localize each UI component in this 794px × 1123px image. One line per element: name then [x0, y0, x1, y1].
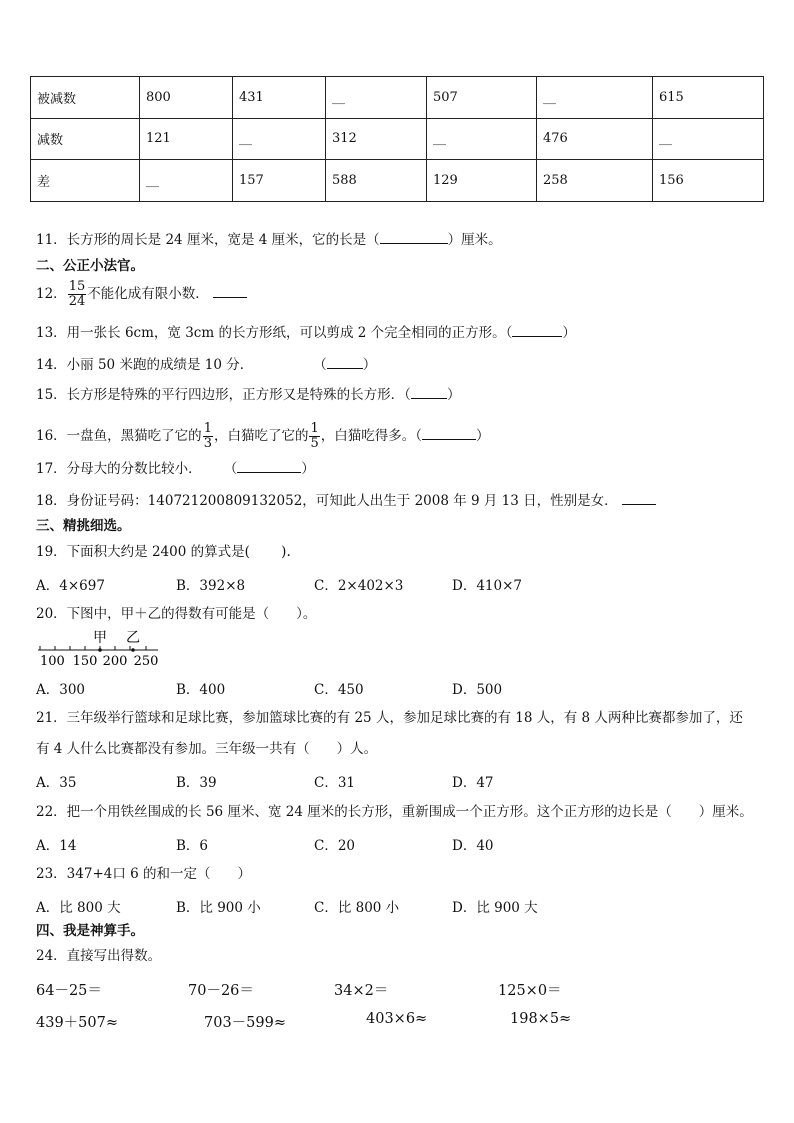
table-cell: 615	[653, 77, 764, 119]
fraction-numerator: 1	[310, 421, 319, 436]
question-text: ，白猫吃了它的	[213, 428, 309, 444]
subtraction-table	[30, 76, 764, 202]
table-cell: __	[326, 77, 427, 119]
table-cell: 507	[427, 77, 537, 119]
calc-item: 703－599≈	[204, 1015, 287, 1031]
answer-blank[interactable]	[237, 460, 301, 473]
table-cell: 258	[537, 160, 653, 202]
option-b[interactable]: B．6	[176, 838, 209, 854]
question-23: 23．347+4口 6 的和一定（ ）	[36, 866, 252, 882]
point-yi	[131, 648, 135, 652]
answer-blank[interactable]	[512, 324, 562, 337]
fraction-numerator: 1	[203, 421, 212, 436]
option-a[interactable]: A．35	[36, 775, 77, 791]
table-cell: 312	[326, 118, 427, 160]
tick-label: 250	[133, 654, 159, 669]
table-cell: __	[233, 118, 326, 160]
fraction-15-24	[68, 280, 87, 309]
question-text: 11．长方形的周长是 24 厘米，宽是 4 厘米，它的长是（	[36, 232, 380, 248]
question-11	[36, 231, 502, 249]
calc-item: 64－25＝	[36, 983, 102, 999]
question-text: 15．长方形是特殊的平行四边形，正方形又是特殊的长方形．（	[36, 387, 411, 403]
table-row-minuend	[31, 77, 764, 119]
table-row-subtrahend	[31, 118, 764, 160]
option-c[interactable]: C．450	[314, 682, 364, 698]
question-text: 16．一盘鱼，黑猫吃了它的	[36, 428, 202, 444]
question-text: 17．分母大的分数比较小．	[36, 461, 202, 477]
option-d[interactable]: D．410×7	[452, 578, 522, 594]
table-cell: __	[653, 118, 764, 160]
table-cell: __	[427, 118, 537, 160]
tick-label: 150	[72, 654, 98, 669]
option-d[interactable]: D．47	[452, 775, 494, 791]
option-a[interactable]: A．14	[36, 838, 77, 854]
question-21-line-2: 有 4 人什么比赛都没有参加。三年级一共有（ ）人。	[36, 741, 378, 757]
option-c[interactable]: C．2×402×3	[314, 578, 404, 594]
question-number: 12．	[36, 286, 67, 302]
calc-item: 439＋507≈	[36, 1015, 119, 1031]
fraction-denominator: 5	[310, 436, 319, 451]
option-a[interactable]: A．比 800 大	[36, 900, 121, 916]
fraction-numerator: 15	[68, 279, 86, 294]
option-b[interactable]: B．比 900 小	[176, 900, 261, 916]
question-18	[36, 492, 656, 510]
answer-blank[interactable]	[380, 231, 448, 244]
question-13	[36, 324, 576, 342]
question-tail: ）	[446, 387, 461, 403]
table-cell: 129	[427, 160, 537, 202]
row-label: 减数	[31, 118, 140, 160]
answer-blank[interactable]	[327, 356, 363, 369]
option-b[interactable]: B．39	[176, 775, 217, 791]
answer-blank[interactable]	[411, 386, 447, 399]
option-c[interactable]: C．比 800 小	[314, 900, 400, 916]
table-cell: __	[537, 77, 653, 119]
question-text: 14．小丽 50 米跑的成绩是 10 分．	[36, 357, 254, 373]
question-text: 13．用一张长 6cm，宽 3cm 的长方形纸，可以剪成 2 个完全相同的正方形。（	[36, 325, 513, 341]
calc-item: 403×6≈	[366, 1011, 428, 1027]
question-text: 不能化成有限小数．	[87, 286, 209, 302]
answer-blank[interactable]	[622, 492, 656, 505]
option-b[interactable]: B．392×8	[176, 578, 246, 594]
question-tail: ）	[476, 428, 490, 444]
answer-blank[interactable]	[213, 285, 247, 298]
option-a[interactable]: A．300	[36, 682, 86, 698]
calc-item: 125×0＝	[498, 983, 562, 999]
table-row-difference	[31, 160, 764, 202]
option-a[interactable]: A．4×697	[36, 578, 105, 594]
number-line-figure	[34, 626, 164, 670]
option-c[interactable]: C．20	[314, 838, 356, 854]
table-cell: __	[140, 160, 233, 202]
label-yi: 乙	[126, 630, 140, 646]
table-cell: 588	[326, 160, 427, 202]
fraction-denominator: 3	[203, 436, 212, 451]
calc-item: 198×5≈	[510, 1011, 572, 1027]
question-19: 19．下面积大约是 2400 的算式是( ).	[36, 544, 291, 560]
question-20: 20．下图中，甲＋乙的得数有可能是（ ）。	[36, 606, 317, 622]
question-open: （	[313, 357, 327, 373]
point-jia	[98, 648, 102, 652]
option-d[interactable]: D．比 900 大	[452, 900, 538, 916]
option-b[interactable]: B．400	[176, 682, 226, 698]
table-cell: 157	[233, 160, 326, 202]
calc-item: 70－26＝	[188, 983, 254, 999]
question-22: 22．把一个用铁丝围成的长 56 厘米、宽 24 厘米的长方形，重新围成一个正方形。这个正方形的边长是（ ）厘米。	[36, 804, 753, 820]
question-tail: ）	[362, 357, 377, 373]
question-tail: ）	[562, 325, 576, 341]
fraction-one-third	[203, 422, 213, 451]
question-open: （	[223, 461, 238, 477]
calc-item: 34×2＝	[334, 983, 389, 999]
answer-blank[interactable]	[422, 427, 476, 440]
label-jia: 甲	[93, 630, 107, 646]
question-16	[36, 422, 490, 451]
question-21-line-1: 21．三年级举行篮球和足球比赛，参加篮球比赛的有 25 人，参加足球比赛的有 18 人，有 8 人两种比赛都参加了，还	[36, 710, 743, 726]
question-14	[36, 356, 376, 374]
fraction-denominator: 24	[68, 294, 86, 309]
fraction-one-fifth	[309, 422, 319, 451]
table-cell: 121	[140, 118, 233, 160]
question-17	[36, 460, 315, 478]
table-cell: 156	[653, 160, 764, 202]
question-tail: ）厘米。	[447, 232, 502, 248]
option-c[interactable]: C．31	[314, 775, 356, 791]
row-label: 被减数	[31, 77, 140, 119]
table-cell: 476	[537, 118, 653, 160]
option-d[interactable]: D．500	[452, 682, 503, 698]
table-cell: 800	[140, 77, 233, 119]
question-tail: ）	[301, 461, 315, 477]
tick-label: 100	[40, 654, 65, 669]
question-12	[36, 280, 247, 309]
section-3-heading: 三、精挑细选。	[36, 518, 131, 534]
question-text: ，白猫吃得多。（	[320, 428, 422, 444]
section-2-heading: 二、公正小法官。	[36, 258, 144, 274]
tick-label: 200	[102, 654, 128, 669]
question-text: 18．身份证号码：140721200809132052，可知此人出生于 2008 年 9 月 13 日，性别是女．	[36, 493, 618, 509]
table-cell: 431	[233, 77, 326, 119]
question-15	[36, 386, 460, 404]
row-label: 差	[31, 160, 140, 202]
section-4-heading: 四、我是神算手。	[36, 923, 144, 939]
option-d[interactable]: D．40	[452, 838, 494, 854]
question-24: 24．直接写出得数。	[36, 948, 162, 964]
